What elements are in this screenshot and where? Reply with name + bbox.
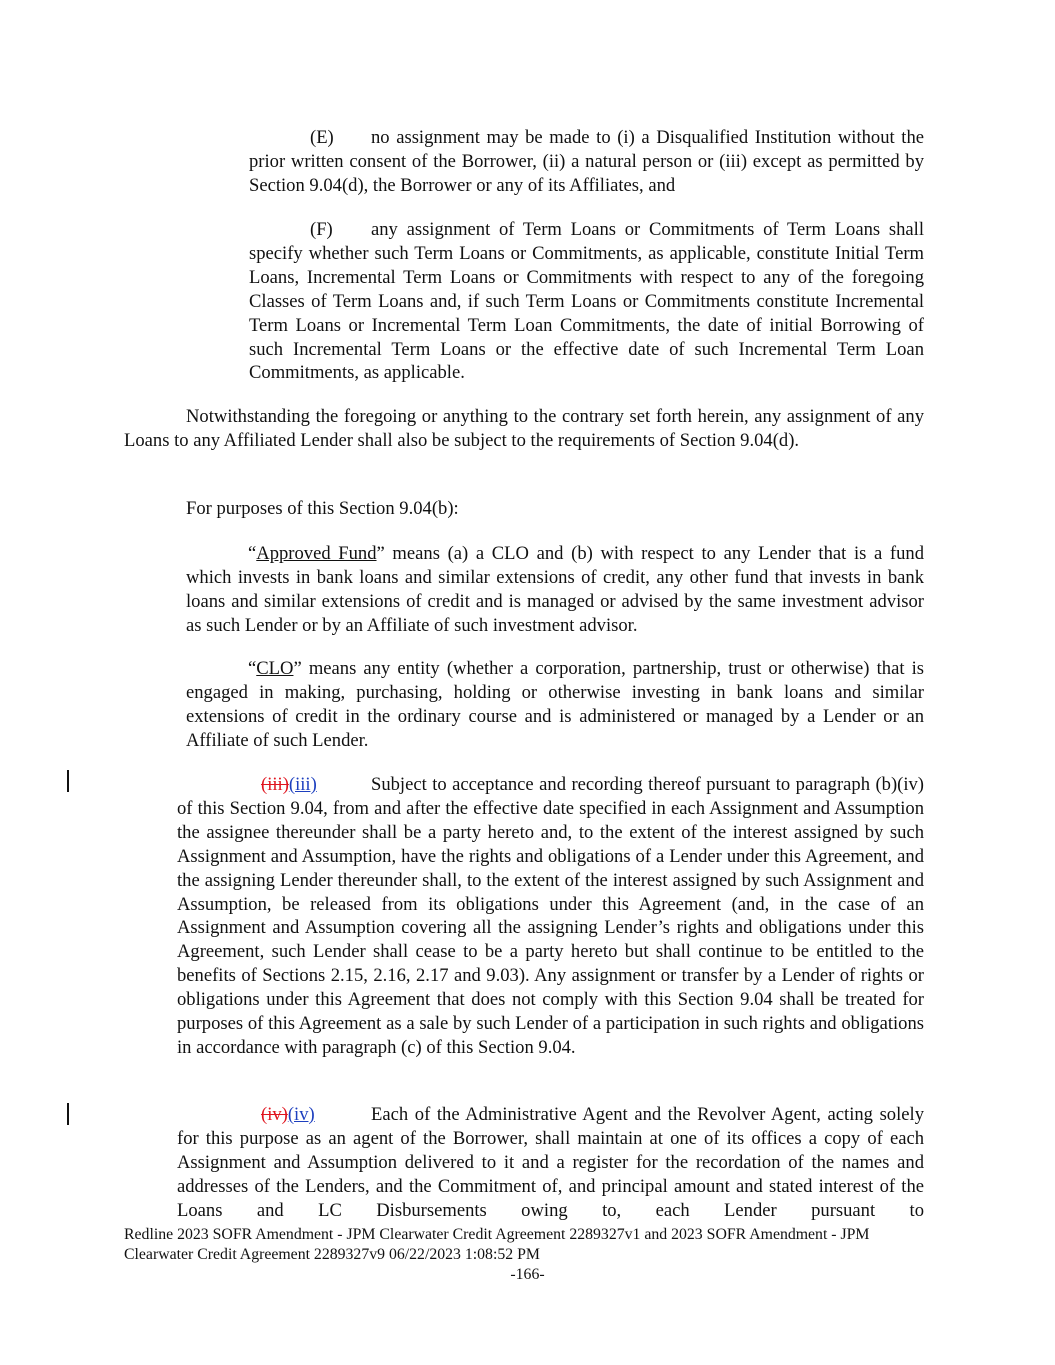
clo-term: CLO [256, 658, 294, 679]
clo-text: ” means any entity (whether a corporation, partnership, trust or otherwise) that is engaged in making, purchasing, holding or otherwise investing in bank loans and similar extensions of credit in the ordinary course and is administered or managed by a Lender or an Affiliate of such Lender. [186, 658, 924, 751]
clause-e [249, 126, 924, 198]
clause-f [249, 218, 924, 385]
purposes-paragraph [124, 497, 924, 521]
clause-e-text: no assignment may be made to (i) a Disqualified Institution without the prior written consent of the Borrower, (ii) a natural person or (iii) except as permitted by Section 9.04(d), the Borrower or any of its Affiliates, and [249, 127, 924, 196]
deleted-label-iv: (iv) [261, 1104, 288, 1125]
change-bar-iv [67, 1103, 69, 1125]
approved-fund-term: Approved Fund [256, 543, 377, 564]
clause-f-label: (F) [310, 219, 333, 240]
paragraph-iv [177, 1103, 924, 1223]
approved-fund-definition [186, 542, 924, 638]
clo-definition [186, 657, 924, 753]
redline-footer-note: Redline 2023 SOFR Amendment - JPM Clearwater Credit Agreement 2289327v1 and 2023 SOFR Amendment - JPM Clearwater Credit Agreement 2289327v9 06/22/2023 1:08:52 PM [124, 1226, 870, 1263]
inserted-label-iv: (iv) [287, 1104, 315, 1125]
approved-fund-open-quote: “ [248, 543, 257, 564]
page-number: -166- [510, 1266, 545, 1283]
notwithstanding-text: Notwithstanding the foregoing or anything to the contrary set forth herein, any assignment of any Loans to any Affiliated Lender shall also be subject to the requirements of Section 9.04(d). [124, 406, 924, 451]
inserted-label-iii: (iii) [288, 774, 317, 795]
deleted-label-iii: (iii) [261, 774, 289, 795]
paragraph-iii [177, 773, 924, 1060]
notwithstanding-paragraph [124, 405, 924, 453]
approved-fund-text: ” means (a) a CLO and (b) with respect to any Lender that is a fund which invests in bank loans and similar extensions of credit, any other fund that invests in bank loans and similar extensions of credit and is managed or advised by the same investment advisor as such Lender or by an Affiliate of such investment advisor. [186, 543, 924, 636]
purposes-text: For purposes of this Section 9.04(b): [186, 498, 459, 519]
change-bar-iii [67, 770, 69, 792]
clause-e-label: (E) [310, 127, 334, 148]
paragraph-iii-text: Subject to acceptance and recording thereof pursuant to paragraph (b)(iv) of this Section 9.04, from and after the effective date specified in each Assignment and Assumption the assignee thereunder shall be a party hereto and, to the extent of the interest assigned by such Assignment and Assumption, have the rights and obligations of a Lender under this Agreement, and the assigning Lender thereunder shall, to the extent of the interest assigned by such Assignment and Assumption, be released from its obligations under this Agreement (and, in the case of an Assignment and Assumption covering all the assigning Lender’s rights and obligations under this Agreement, such Lender shall cease to be a party hereto but shall continue to be entitled to the benefits of Sections 2.15, 2.16, 2.17 and 9.03). Any assignment or transfer by a Lender of rights or obligations under this Agreement that does not comply with this Section 9.04 shall be treated for purposes of this Agreement as a sale by such Lender of a participation in such rights and obligations in accordance with paragraph (c) of this Section 9.04. [177, 774, 924, 1058]
paragraph-iv-text: Each of the Administrative Agent and the Revolver Agent, acting solely for this purpose as an agent of the Borrower, shall maintain at one of its offices a copy of each Assignment and Assumption delivered to it and a register for the recordation of the names and addresses of the Lenders, and the Commitment of, and principal amount and stated interest of the Loans and LC Disbursements owing to, each Lender pursuant to [177, 1104, 924, 1221]
paragraph-iii-label [261, 773, 371, 797]
clause-f-text: any assignment of Term Loans or Commitments of Term Loans shall specify whether such Term Loans or Commitments, as applicable, constitute Initial Term Loans, Incremental Term Loans or Commitments with respect to any of the foregoing Classes of Term Loans and, if such Term Loans or Commitments constitute Incremental Term Loans or Incremental Term Loan Commitments, the date of initial Borrowing of such Incremental Term Loans or the effective date of such Incremental Term Loan Commitments, as applicable. [249, 219, 924, 384]
paragraph-iv-label [261, 1103, 371, 1127]
clo-open-quote: “ [248, 658, 257, 679]
